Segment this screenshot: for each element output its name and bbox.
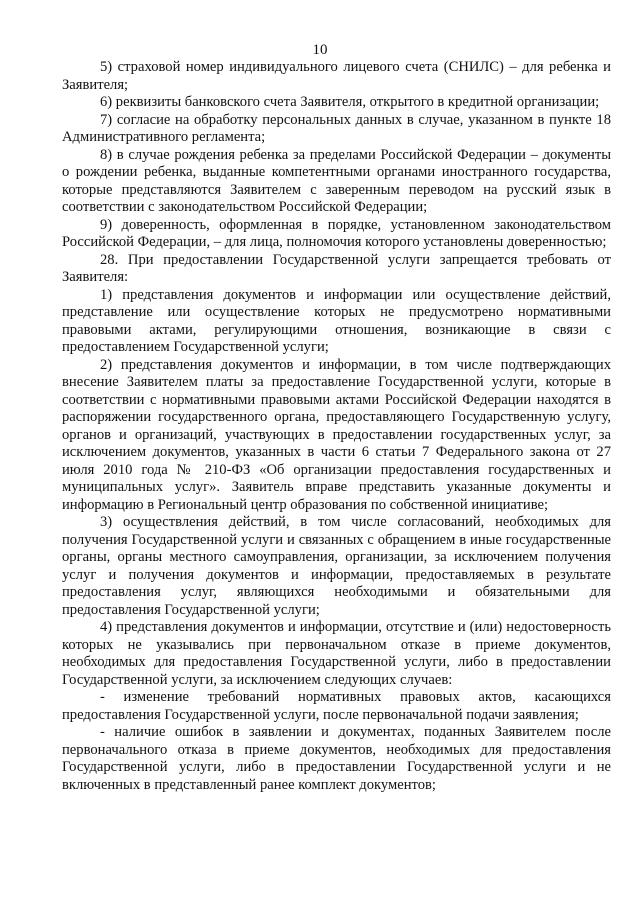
prohibition-item-2: 2) представления документов и информации, в том числе подтверждающих внесение Заявителем платы за предоставление Государственной услуги, которые в соответствии с нормативными правовыми актами Российской Федерации находятся в распоряжении государственного органа, предоставляющего Государственную услугу, органов и организаций, участвующих в предоставлении государственных услуг, за исключением документов, указанных в части 6 статьи 7 Федерального закона от 27 июля 2010 года № 210-ФЗ «Об организации предоставления государственных и муниципальных услуг». Заявитель вправе представить указанные документы и информацию в Региональный центр образования по собственной инициативе; bbox=[62, 356, 611, 513]
list-item-power-of-attorney: 9) доверенность, оформленная в порядке, установленном законодательством Российской Федерации, – для лица, полномочия которого установлены доверенностью; bbox=[62, 216, 611, 250]
clause-28-heading: 28. При предоставлении Государственной услуги запрещается требовать от Заявителя: bbox=[62, 251, 611, 285]
prohibition-item-3: 3) осуществления действий, в том числе согласований, необходимых для получения Государственной услуги и связанных с обращением в иные государственные органы, органы местного самоуправления, организации, за исключением получения услуг и получения документов и информации, предоставляемых в результате предоставления услуг, являющихся необходимыми и обязательными для предоставления Государственной услуги; bbox=[62, 514, 611, 618]
list-item-foreign-birth: 8) в случае рождения ребенка за пределами Российской Федерации – документы о рождении ребенка, выданные компетентными органами иностранного государства, которые представляются Заявителем с заверенным переводом на русский язык в соответствии с законодательством Российской Федерации; bbox=[62, 146, 611, 215]
page-number: 10 bbox=[312, 42, 328, 58]
document-body bbox=[62, 59, 611, 794]
list-item-bank-details: 6) реквизиты банковского счета Заявителя, открытого в кредитной организации; bbox=[100, 94, 600, 110]
prohibition-item-4: 4) представления документов и информации, отсутствие и (или) недостоверность которых не указывались при первоначальном отказе в приеме документов, необходимых для предоставления Государственной услуги, либо в предоставлении Государственной услуги, за исключением следующих случаев: bbox=[62, 619, 611, 688]
list-item-snils: 5) страховой номер индивидуального лицевого счета (СНИЛС) – для ребенка и Заявителя; bbox=[62, 59, 611, 93]
exception-item-1: - изменение требований нормативных правовых актов, касающихся предоставления Государственной услуги, после первоначальной подачи заявления; bbox=[62, 689, 611, 723]
prohibition-item-1: 1) представления документов и информации или осуществление действий, представление или осуществление которых не предусмотрено нормативными правовыми актами, регулирующими отношения, возникающие в связи с предоставлением Государственной услуги; bbox=[62, 286, 611, 355]
exception-item-2: - наличие ошибок в заявлении и документах, поданных Заявителем после первоначального отказа в приеме документов, необходимых для предоставления Государственной услуги, либо в предоставлении Государственной услуги и не включенных в представленный ранее комплект документов; bbox=[62, 724, 611, 793]
list-item-data-consent: 7) согласие на обработку персональных данных в случае, указанном в пункте 18 Административного регламента; bbox=[62, 111, 611, 145]
